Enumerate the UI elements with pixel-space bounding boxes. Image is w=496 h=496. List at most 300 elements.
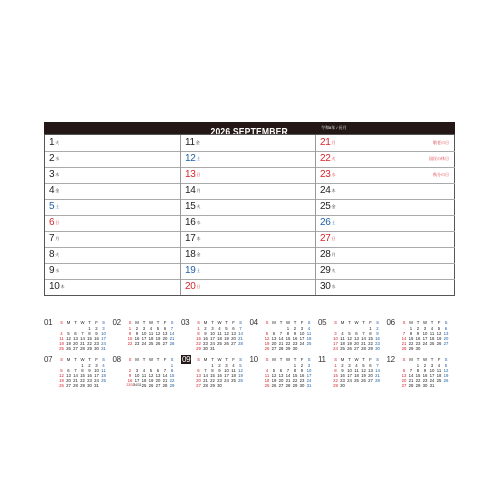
mini-day: 10 [429, 368, 435, 373]
mini-week-row [332, 383, 382, 388]
mini-day: 3 [307, 363, 311, 368]
mini-day: 27 [66, 383, 71, 388]
day-cell[interactable] [45, 263, 180, 280]
mini-month-01 [44, 318, 112, 351]
weekday-letter: S [334, 320, 337, 325]
day-number: 30水 [320, 281, 336, 292]
day-cell[interactable] [316, 167, 455, 184]
mini-week-row [58, 346, 108, 351]
day-number: 24木 [320, 185, 336, 196]
mini-day: 9 [423, 368, 427, 373]
mini-day: 24 [347, 378, 352, 383]
weekday-letter: S [334, 357, 337, 362]
weekday-header [58, 357, 108, 361]
mini-day: 21 [285, 378, 291, 383]
weekday-label: 月 [55, 236, 59, 241]
mini-day: 19 [59, 378, 64, 383]
weekday-letter: S [60, 320, 63, 325]
mini-week-row [195, 346, 245, 351]
mini-day: 21 [162, 378, 168, 383]
mini-day: 6 [355, 331, 358, 336]
day-cell[interactable] [316, 183, 455, 200]
day-cell[interactable] [45, 279, 180, 295]
mini-day: 6 [232, 326, 235, 331]
mini-day: 26 [436, 341, 442, 346]
weekday-label: 日 [331, 236, 336, 241]
mini-day: 13 [401, 373, 407, 378]
weekday-letter: T [362, 320, 365, 325]
weekday-letter: W [217, 320, 222, 325]
day-cell[interactable] [181, 167, 316, 184]
mini-day: 28 [408, 383, 414, 388]
mini-day: 21 [361, 341, 366, 346]
weekday-label: 木 [331, 188, 336, 193]
mini-day: 18 [264, 378, 270, 383]
weekday-letter: F [437, 320, 441, 325]
weekday-letter: F [232, 320, 235, 325]
weekday-letter: S [307, 357, 311, 362]
mini-day: 22 [169, 378, 175, 383]
mini-day: 25 [436, 378, 442, 383]
mini-day: 7 [376, 363, 379, 368]
holiday-name: 国民の休日 [429, 156, 449, 161]
weekday-label: 木 [60, 284, 65, 289]
mini-day: 29 [408, 346, 414, 351]
mini-day: 28 [375, 378, 380, 383]
mini-day: 13 [196, 373, 201, 378]
weekday-letter: T [74, 320, 77, 325]
day-number: 17木 [185, 233, 201, 244]
mini-day: 19 [347, 341, 352, 346]
mini-day: 8 [416, 368, 420, 373]
mini-day: 16 [375, 336, 380, 341]
mini-week-row [195, 383, 245, 388]
mini-day: 31 [210, 346, 215, 351]
day-cell[interactable] [45, 231, 180, 248]
day-cell[interactable] [316, 247, 455, 264]
mini-day: 18 [354, 373, 359, 378]
mini-day: 25 [264, 383, 270, 388]
mini-week-row [264, 346, 314, 351]
mini-month-03 [181, 318, 249, 351]
mini-day: 15 [292, 373, 298, 378]
mini-day: 4 [232, 363, 235, 368]
mini-day: 18 [141, 378, 147, 383]
day-cell[interactable] [45, 247, 180, 264]
mini-day: 8 [293, 368, 297, 373]
mini-day: 26 [155, 341, 161, 346]
holiday-name: 敬老の日 [433, 140, 449, 145]
mini-day: 2 [95, 326, 98, 331]
weekday-label: 金 [55, 188, 59, 193]
mini-day: 10 [210, 331, 215, 336]
mini-day: 17 [141, 336, 147, 341]
weekday-letter: W [80, 320, 85, 325]
day-number: 16水 [185, 217, 201, 228]
weekday-header [401, 320, 451, 324]
mini-day: 5 [67, 331, 70, 336]
mini-day: 23 [415, 341, 421, 346]
mini-day: 15 [368, 336, 373, 341]
day-cell[interactable] [45, 135, 180, 152]
mini-day: 29 [368, 346, 373, 351]
mini-day: 9 [88, 368, 91, 373]
day-cell[interactable] [45, 151, 180, 168]
mini-day: 7 [362, 331, 365, 336]
mini-day: 19 [224, 336, 229, 341]
mini-day: 14 [80, 336, 85, 341]
day-cell[interactable] [181, 231, 316, 248]
weekday-letter: T [279, 320, 283, 325]
weekday-letter: F [95, 320, 98, 325]
mini-day: 23 [217, 378, 222, 383]
day-cell[interactable] [181, 151, 316, 168]
day-grid [44, 134, 455, 296]
weekday-label: 土 [196, 268, 201, 273]
mini-day: 25 [101, 378, 106, 383]
day-cell[interactable] [181, 263, 316, 280]
mini-day: 4 [355, 363, 358, 368]
mini-day: 3 [423, 326, 427, 331]
mini-day: 2 [218, 363, 221, 368]
mini-day: 7 [286, 368, 290, 373]
mini-day: 26 [224, 341, 229, 346]
day-cell[interactable] [316, 263, 455, 280]
weekday-letter: F [300, 357, 304, 362]
mini-day: 21 [169, 336, 175, 341]
mini-month-label: 09 [182, 355, 191, 364]
day-cell[interactable] [316, 151, 455, 168]
day-cell[interactable] [316, 279, 455, 295]
mini-day: 8 [286, 331, 290, 336]
weekday-header [58, 320, 108, 324]
mini-day: 14 [203, 373, 208, 378]
mini-day: 13 [271, 336, 277, 341]
mini-day: 9 [204, 331, 207, 336]
mini-day: 2 [128, 368, 132, 373]
weekday-label: 日 [55, 220, 59, 225]
weekday-letter: W [80, 357, 85, 362]
mini-day: 31 [306, 383, 312, 388]
mini-day: 20 [368, 373, 373, 378]
weekday-label: 水 [331, 284, 336, 289]
mini-day: 22 [196, 341, 201, 346]
mini-month-07 [44, 355, 112, 388]
mini-day: 31 [101, 346, 106, 351]
mini-day: 14 [375, 368, 380, 373]
mini-day: 19 [148, 378, 154, 383]
mini-day: 15 [127, 336, 133, 341]
mini-day: 12 [148, 373, 154, 378]
mini-day: 15 [408, 336, 414, 341]
mini-day: 10 [347, 368, 352, 373]
mini-day: 6 [156, 368, 160, 373]
mini-day: 25 [340, 346, 345, 351]
mini-day: 22 [408, 341, 414, 346]
mini-day: 22 [87, 341, 92, 346]
mini-day: 17 [101, 336, 106, 341]
day-number: 8火 [49, 249, 59, 260]
day-number: 13日 [185, 169, 201, 180]
weekday-header [127, 357, 177, 361]
mini-day: 5 [348, 331, 351, 336]
mini-day: 6 [197, 368, 200, 373]
mini-day: 7 [239, 326, 242, 331]
day-cell[interactable] [45, 167, 180, 184]
day-number: 28月 [320, 249, 336, 260]
mini-day: 20 [162, 336, 168, 341]
mini-day: 13 [278, 373, 284, 378]
mini-week-row [264, 383, 314, 388]
mini-day: 4 [341, 331, 344, 336]
mini-day: 10 [94, 368, 99, 373]
mini-day: 2 [135, 326, 139, 331]
mini-day: 27 [278, 383, 284, 388]
weekday-letter: M [203, 320, 208, 325]
mini-day: 1 [286, 326, 290, 331]
weekday-letter: T [211, 320, 214, 325]
mini-day: 6 [444, 326, 448, 331]
mini-day: 15 [169, 373, 175, 378]
mini-day: 27 [155, 383, 161, 388]
mini-day: 29 [415, 383, 421, 388]
mini-month-label: 07 [44, 355, 53, 364]
mini-day: 16 [340, 373, 345, 378]
day-cell[interactable] [181, 199, 316, 216]
mini-day: 20 [401, 378, 407, 383]
weekday-label: 日 [196, 172, 201, 177]
mini-day: 10 [333, 336, 338, 341]
mini-day: 28 [162, 383, 168, 388]
mini-day: 5 [239, 363, 242, 368]
mini-month-label: 01 [44, 318, 53, 327]
mini-day: 20 [271, 341, 277, 346]
mini-day: 19 [264, 341, 270, 346]
weekday-letter: M [66, 320, 71, 325]
day-number: 22火 [320, 153, 336, 164]
day-number: 2水 [49, 153, 59, 164]
mini-day: 20 [196, 378, 201, 383]
mini-day: 3 [225, 363, 228, 368]
mini-day: 17 [134, 378, 140, 383]
mini-day: 19 [66, 341, 71, 346]
mini-day: 28 [285, 383, 291, 388]
mini-day: 21 [278, 341, 284, 346]
mini-day: 7 [163, 368, 167, 373]
mini-day: 24 [94, 378, 99, 383]
mini-day: 25 [217, 341, 222, 346]
mini-day: 23 [292, 341, 298, 346]
mini-day: 1 [369, 326, 372, 331]
day-cell[interactable] [181, 247, 316, 264]
mini-day: 23 [422, 378, 428, 383]
mini-day: 19 [436, 336, 442, 341]
era-label: 令和8年 / 長月 [321, 125, 347, 130]
mini-day: 17 [333, 341, 338, 346]
mini-month-10 [249, 355, 318, 388]
mini-day: 15 [87, 336, 92, 341]
mini-day: 15 [80, 373, 85, 378]
mini-day: 15 [196, 336, 201, 341]
day-number: 26土 [320, 217, 336, 228]
mini-day: 9 [341, 368, 344, 373]
mini-day: 25 [231, 378, 236, 383]
mini-day: 23 [134, 341, 140, 346]
mini-day: 20 [443, 336, 449, 341]
day-column [180, 135, 316, 295]
mini-day: 13 [368, 368, 373, 373]
mini-day: 13 [73, 336, 78, 341]
day-cell[interactable] [316, 199, 455, 216]
mini-day: 4 [218, 326, 221, 331]
weekday-label: 火 [196, 204, 201, 209]
weekday-letter: T [225, 357, 228, 362]
mini-day: 3 [300, 326, 304, 331]
day-number: 4金 [49, 185, 59, 196]
weekday-letter: S [197, 320, 200, 325]
day-cell[interactable] [316, 215, 455, 232]
weekday-letter: F [369, 320, 372, 325]
mini-day: 24 [210, 341, 215, 346]
mini-day: 2 [416, 326, 420, 331]
mini-day: 7 [74, 368, 77, 373]
mini-day: 18 [217, 336, 222, 341]
weekday-letter: S [444, 357, 448, 362]
mini-day: 25 [354, 378, 359, 383]
day-number: 21月 [320, 137, 336, 148]
weekday-letter: S [376, 320, 379, 325]
mini-day: 30 [94, 346, 99, 351]
weekday-letter: T [430, 357, 434, 362]
weekday-header [127, 320, 177, 324]
mini-day: 13 [231, 331, 236, 336]
day-cell[interactable] [181, 183, 316, 200]
mini-day: 19 [443, 373, 449, 378]
mini-day: 20 [155, 378, 161, 383]
mini-day: 8 [128, 331, 132, 336]
mini-day: 18 [429, 336, 435, 341]
weekday-letter: F [163, 320, 167, 325]
weekday-letter: W [354, 320, 359, 325]
mini-day: 5 [149, 368, 153, 373]
weekday-letter: S [102, 357, 105, 362]
mini-day: 1 [88, 326, 91, 331]
mini-day: 12 [264, 336, 270, 341]
mini-day: 17 [210, 336, 215, 341]
mini-day: 10 [306, 368, 312, 373]
weekday-letter: S [170, 357, 174, 362]
mini-day: 27 [354, 346, 359, 351]
mini-day: 20 [231, 336, 236, 341]
day-number: 7月 [49, 233, 59, 244]
weekday-label: 日 [196, 284, 201, 289]
weekday-letter: F [300, 320, 304, 325]
year-overview [44, 318, 455, 388]
mini-day: 15 [285, 336, 291, 341]
mini-day: 27 [196, 383, 201, 388]
mini-day: 14 [401, 336, 407, 341]
day-cell[interactable] [316, 135, 455, 152]
mini-day: 13 [443, 331, 449, 336]
weekday-label: 金 [196, 252, 201, 257]
mini-day: 19 [155, 336, 161, 341]
mini-month-label: 06 [386, 318, 395, 327]
weekday-letter: S [265, 357, 269, 362]
mini-day: 18 [340, 341, 345, 346]
day-number: 1火 [49, 137, 59, 148]
day-cell[interactable] [316, 231, 455, 248]
mini-day: 14 [162, 373, 168, 378]
mini-day: 26 [264, 346, 270, 351]
mini-day: 30 [203, 346, 208, 351]
mini-day: 12 [59, 373, 64, 378]
mini-day: 27 [401, 383, 407, 388]
day-cell[interactable] [45, 199, 180, 216]
day-column [45, 135, 180, 295]
mini-day: 29 [292, 383, 298, 388]
mini-day: 5 [60, 368, 63, 373]
mini-day: 4 [102, 363, 105, 368]
weekday-letter: T [88, 357, 91, 362]
day-number: 27日 [320, 233, 336, 244]
mini-day: 12 [224, 331, 229, 336]
mini-day: 30 [415, 346, 421, 351]
weekday-letter: S [239, 320, 242, 325]
mini-day: 6 [163, 326, 167, 331]
day-cell[interactable] [45, 183, 180, 200]
mini-day: 30 [217, 383, 222, 388]
mini-day: 27 [73, 346, 78, 351]
weekday-letter: S [128, 357, 132, 362]
mini-day: 5 [272, 368, 276, 373]
mini-day: 13 [155, 373, 161, 378]
mini-day: 24 [306, 378, 312, 383]
mini-day: 23 [203, 341, 208, 346]
day-number: 10木 [49, 281, 65, 292]
day-cell[interactable] [181, 135, 316, 152]
mini-day: 12 [66, 336, 71, 341]
mini-day: 14 [285, 373, 291, 378]
weekday-label: 火 [55, 140, 59, 145]
mini-day: 4 [307, 326, 311, 331]
weekday-letter: W [148, 357, 154, 362]
day-cell[interactable] [181, 215, 316, 232]
mini-month-08 [112, 355, 181, 388]
mini-day: 15 [210, 373, 215, 378]
weekday-letter: T [430, 320, 434, 325]
mini-day: 29 [285, 346, 291, 351]
weekday-letter: S [60, 357, 63, 362]
weekday-header [264, 357, 314, 361]
day-cell[interactable] [181, 279, 316, 295]
mini-day: 18 [101, 373, 106, 378]
mini-month-label: 04 [249, 318, 258, 327]
weekday-letter: M [272, 357, 276, 362]
weekday-header [401, 357, 451, 361]
mini-day: 11 [340, 336, 345, 341]
mini-month-04 [249, 318, 318, 351]
mini-day: 31 [429, 383, 435, 388]
weekday-label: 木 [55, 172, 59, 177]
day-cell[interactable] [45, 215, 180, 232]
mini-week-row [401, 346, 451, 351]
mini-day: 11 [59, 336, 64, 341]
weekday-label: 土 [55, 204, 59, 209]
weekday-letter: T [416, 320, 420, 325]
mini-day: 16 [415, 336, 421, 341]
mini-day: 10 [101, 331, 106, 336]
mini-day: 20 [278, 378, 284, 383]
